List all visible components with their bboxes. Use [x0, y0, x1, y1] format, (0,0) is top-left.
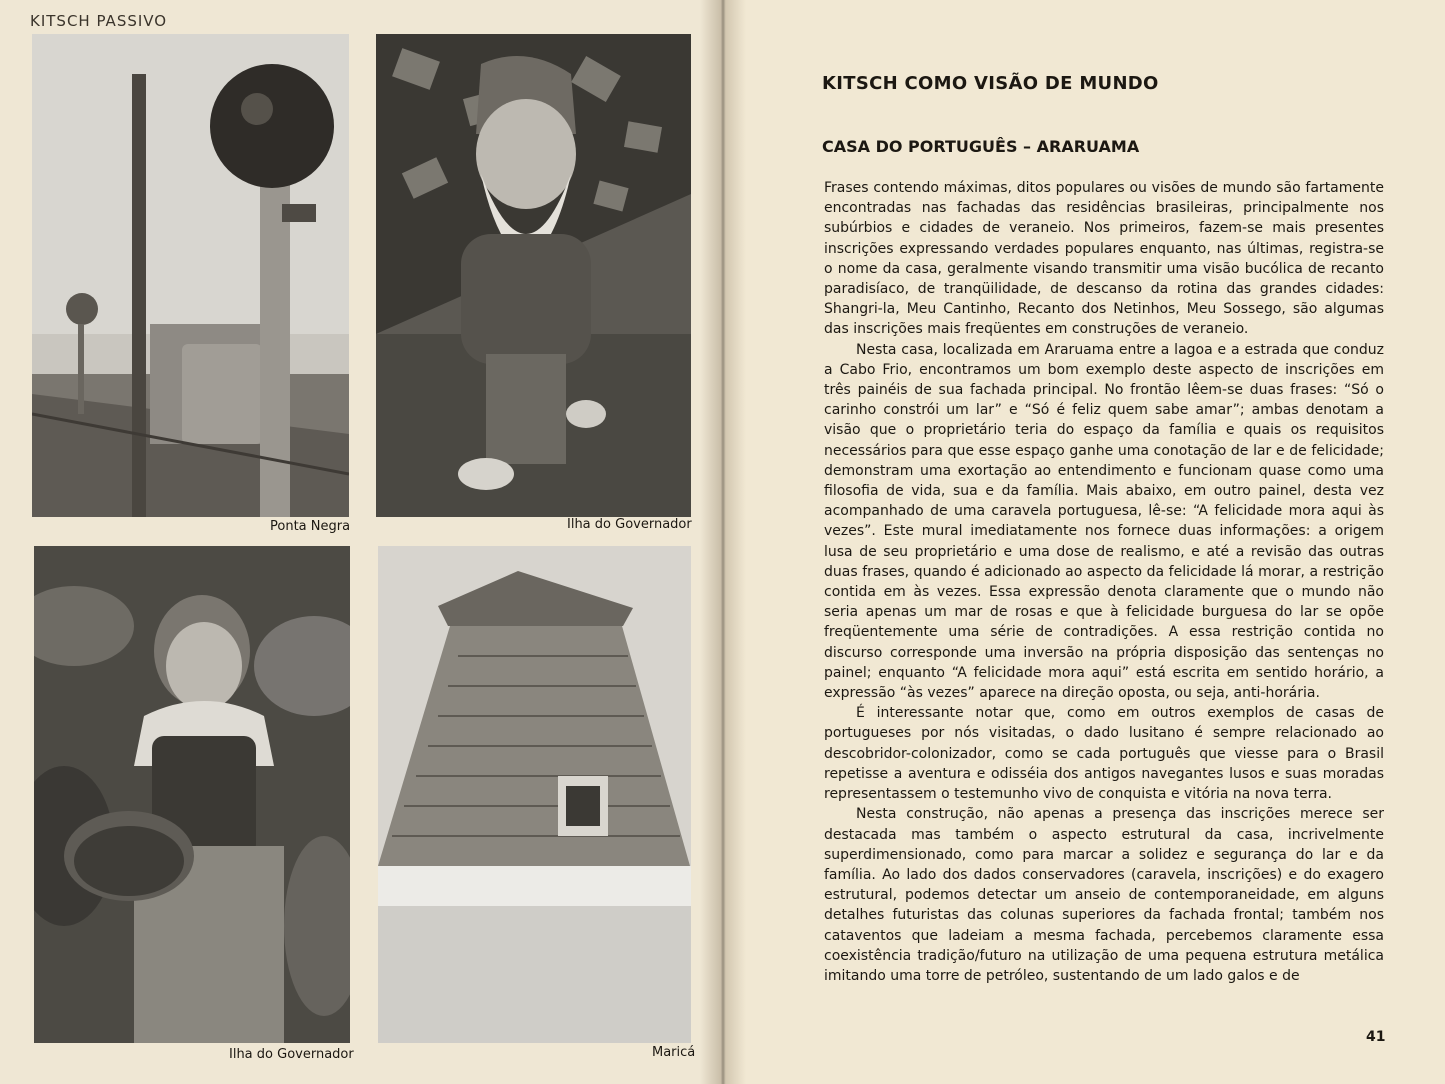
body-text: [824, 178, 1384, 986]
photo-girl-statue: [34, 546, 350, 1043]
photo-caption: Ilha do Governador: [229, 1047, 354, 1062]
page-number: 41: [1366, 1029, 1386, 1045]
photo-caption: Ilha do Governador: [567, 517, 692, 532]
photo-caption: Maricá: [652, 1045, 696, 1060]
photo-tower: [378, 546, 691, 1043]
paragraph: É interessante notar que, como em outros exemplos de casas de portugueses por nós visitadas, o dado lusitano é sempre relacionado ao descobridor-colonizador, como se cada português que viesse para o Brasil repetisse a aventura e odisséia dos antigos navegantes lusos e suas moradas representassem o testemunho vivo de conquista e vitória na nova terra.: [824, 705, 1384, 803]
paragraph: Nesta construção, não apenas a presença das inscrições merece ser destacada mas também o aspecto estrutural da casa, incrivelmente superdimensionado, como para marcar a solidez e segurança do lar e da família. Ao lado dos dados conservadores (caravela, inscrições) e do exagero estrutural, podemos detectar um anseio de contemporaneidade, em alguns detalhes futuristas das colunas superiores da fachada frontal; também nos cataventos que ladeiam a mesma fachada, percebemos claramente essa coexistência tradição/futuro na utilização de uma pequena estrutura metálica imitando uma torre de petróleo, sustentando de um lado galos e de: [824, 806, 1384, 984]
section-title: CASA DO PORTUGUÊS – ARARUAMA: [822, 137, 1140, 156]
book-gutter: [700, 0, 746, 1084]
photo-caption: Ponta Negra: [270, 519, 351, 534]
paragraph: Frases contendo máximas, ditos populares ou visões de mundo são fartamente encontradas nas fachadas das residências brasileiras, principalmente nos subúrbios e cidades de veraneio. Nos primeiros, fazem-se mais presentes inscrições expressando verdades populares enquanto, nas últimas, registra-se o nome da casa, geralmente visando transmitir uma visão bucólica de recanto paradisíaco, de tranqüilidade, de descanso da rotina das grandes cidades: Shangri-la, Meu Cantinho, Recanto dos Netinhos, Meu Sossego, são algumas das inscrições mais freqüentes em construções de veraneio.: [824, 180, 1384, 338]
running-head: KITSCH PASSIVO: [30, 12, 168, 30]
paragraph: Nesta casa, localizada em Araruama entre a lagoa e a estrada que conduz a Cabo Frio, encontramos um bom exemplo deste aspecto de inscrições em três painéis de sua fachada principal. No frontão lêem-se duas frases: “Só o carinho constrói um lar” e “Só é feliz quem sabe amar”; ambas denotam a visão que o proprietário teria do espaço da família e quais os requisitos necessários para que esse espaço ganhe uma conotação de lar e de felicidade; demonstram uma exortação ao entendimento e funcionam quase como uma filosofia de vida, sua e da família. Mais abaixo, em outro painel, desta vez acompanhado de uma caravela portuguesa, lê-se: “A felicidade mora aqui às vezes”. Este mural imediatamente nos fornece duas informações: a origem lusa de seu proprietário e uma dose de realismo, e até a revisão das outras duas frases, quando é adicionado ao aspecto da felicidade lá morar, a restrição contida em às vezes. Essa expressão denota claramente que o mundo não seria apenas um mar de rosas e que à felicidade burguesa do lar se opõe freqüentemente uma série de contradições. A essa restrição contida no discurso corresponde uma inversão na própria disposição das sentenças no painel; enquanto “A felicidade mora aqui” está escrita em sentido horário, a expressão “às vezes” aparece na direção oposta, ou seja, anti-horária.: [824, 341, 1384, 702]
chapter-title: KITSCH COMO VISÃO DE MUNDO: [822, 73, 1159, 94]
photo-gnome: [376, 34, 691, 517]
photo-ponta-negra: [32, 34, 349, 517]
